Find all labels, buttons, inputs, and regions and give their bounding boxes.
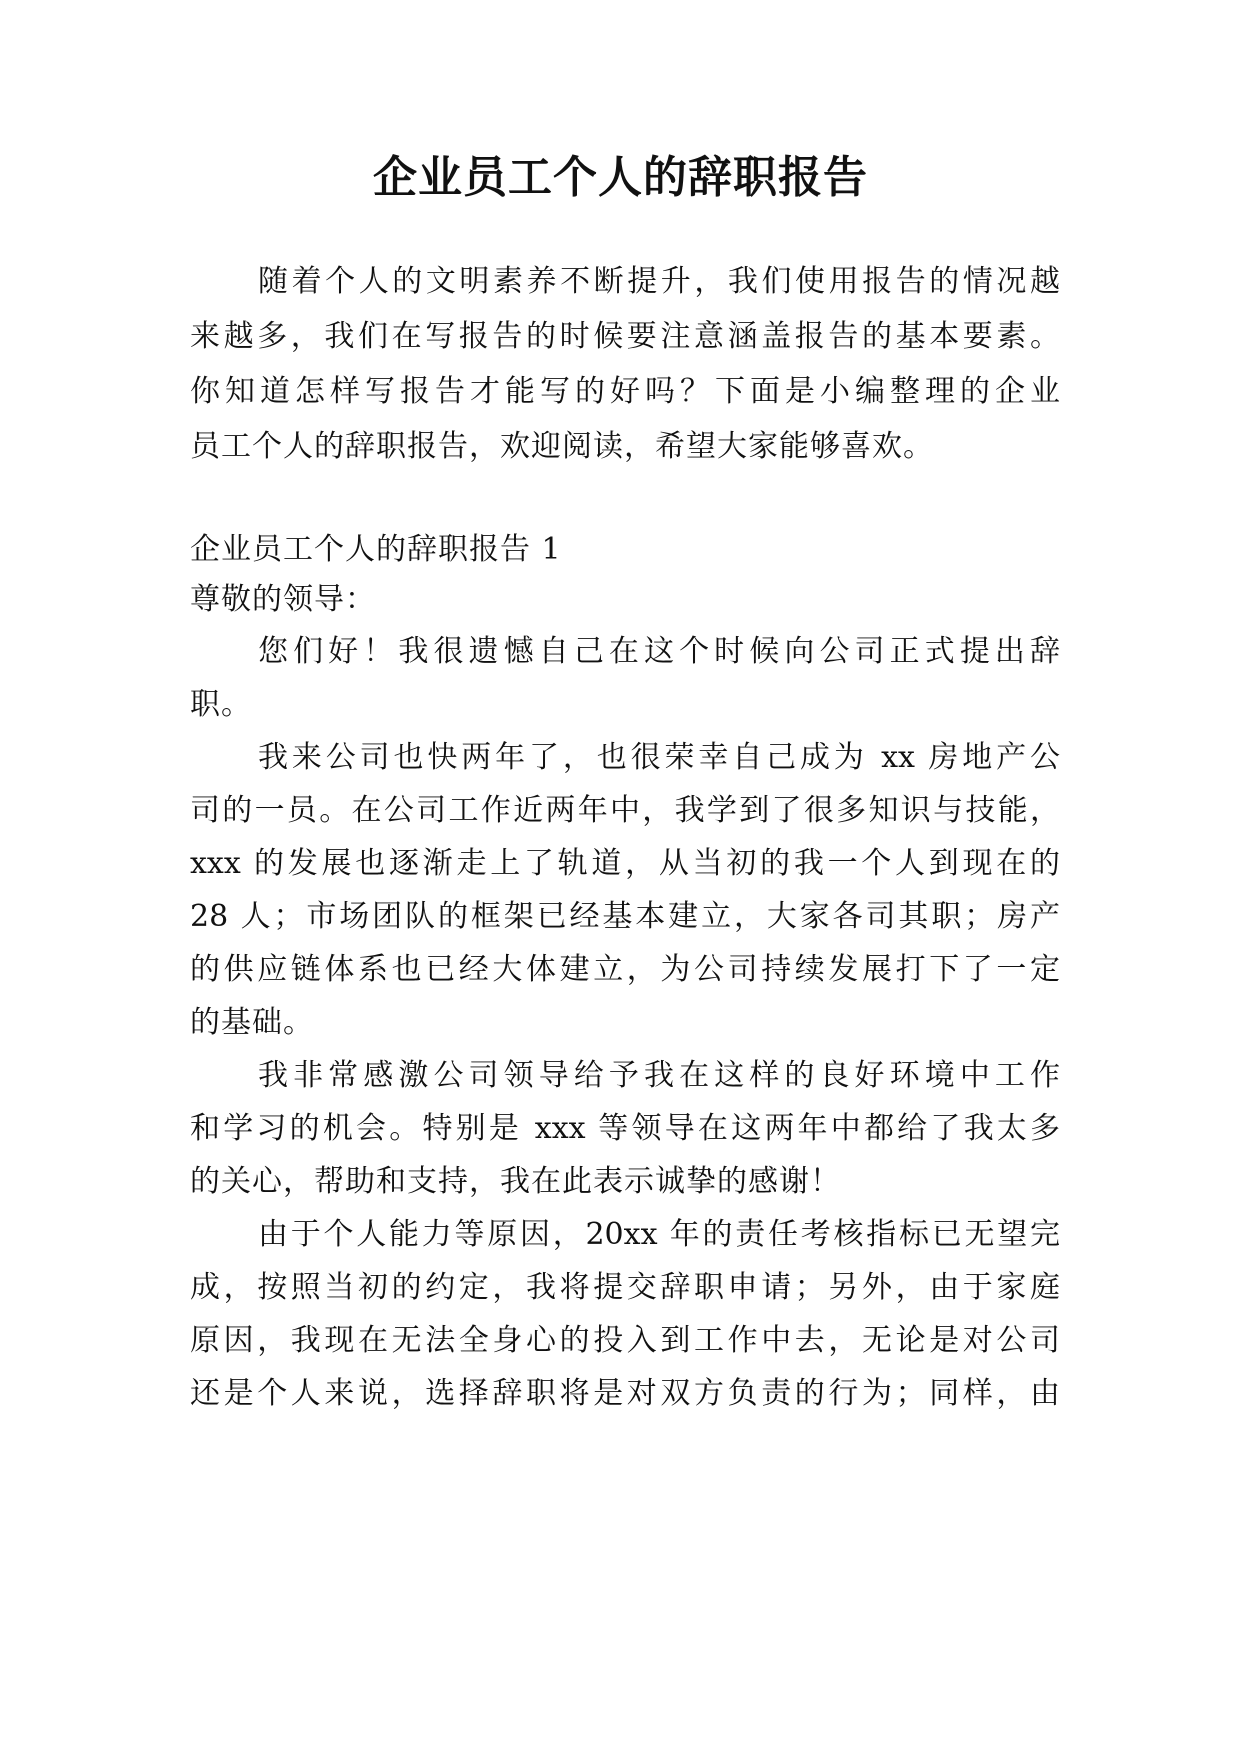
body-line: 职。 [190,687,252,722]
body-line: 由于个人能力等原因，20xx 年的责任考核指标已无望完 [258,1217,1060,1252]
body-line: 我来公司也快两年了，也很荣幸自己成为 xx 房地产公 [258,740,1060,775]
section-heading: 企业员工个人的辞职报告 1 [190,532,562,567]
body-line: 28 人；市场团队的框架已经基本建立，大家各司其职；房产 [190,899,1060,934]
body-line: 的供应链体系也已经大体建立，为公司持续发展打下了一定 [190,952,1060,987]
intro-line: 来越多，我们在写报告的时候要注意涵盖报告的基本要素。 [190,319,1060,354]
body-line: 原因，我现在无法全身心的投入到工作中去，无论是对公司 [190,1323,1060,1358]
body-line: 成，按照当初的约定，我将提交辞职申请；另外，由于家庭 [190,1270,1060,1305]
body-line: 的关心，帮助和支持，我在此表示诚挚的感谢！ [190,1164,841,1199]
intro-line: 你知道怎样写报告才能写的好吗？下面是小编整理的企业 [190,374,1060,409]
body-line: 的基础。 [190,1005,314,1040]
body-line: 还是个人来说，选择辞职将是对双方负责的行为；同样，由 [190,1376,1060,1411]
document-title: 企业员工个人的辞职报告 [373,152,868,203]
body-line: xxx 的发展也逐渐走上了轨道，从当初的我一个人到现在的 [190,846,1060,881]
body-line: 和学习的机会。特别是 xxx 等领导在这两年中都给了我太多 [190,1111,1060,1146]
intro-line: 员工个人的辞职报告，欢迎阅读，希望大家能够喜欢。 [190,429,934,464]
body-line: 您们好！我很遗憾自己在这个时候向公司正式提出辞 [258,634,1060,669]
intro-line: 随着个人的文明素养不断提升，我们使用报告的情况越 [258,264,1060,299]
body-line: 司的一员。在公司工作近两年中，我学到了很多知识与技能， [190,793,1060,828]
body-line: 我非常感激公司领导给予我在这样的良好环境中工作 [258,1058,1060,1093]
salutation: 尊敬的领导： [190,582,376,617]
